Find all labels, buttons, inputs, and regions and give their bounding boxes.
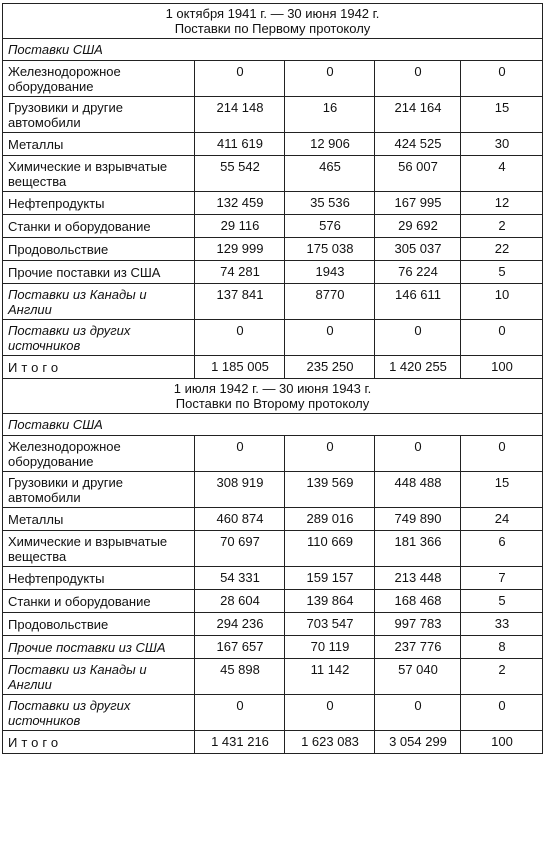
cell-value: 1 623 083 <box>285 731 375 754</box>
cell-value: 0 <box>375 61 461 97</box>
section-period: 1 июля 1942 г. — 30 июня 1943 г. <box>173 381 372 396</box>
cell-value: 0 <box>285 695 375 731</box>
cell-percent: 15 <box>461 97 543 133</box>
cell-percent: 4 <box>461 156 543 192</box>
section-period: 1 октября 1941 г. — 30 июня 1942 г. <box>165 6 380 21</box>
cell-percent: 8 <box>461 636 543 659</box>
row-label: Поставки из других источников <box>3 695 195 731</box>
table-row <box>3 238 543 261</box>
table-row <box>3 659 543 695</box>
table-row <box>3 320 543 356</box>
cell-value: 294 236 <box>195 613 285 636</box>
supplies-table <box>2 3 543 754</box>
cell-percent: 15 <box>461 472 543 508</box>
cell-value: 167 995 <box>375 192 461 215</box>
cell-value: 35 536 <box>285 192 375 215</box>
table-row <box>3 695 543 731</box>
cell-value: 168 468 <box>375 590 461 613</box>
cell-percent: 0 <box>461 61 543 97</box>
cell-percent: 12 <box>461 192 543 215</box>
cell-value: 305 037 <box>375 238 461 261</box>
cell-value: 175 038 <box>285 238 375 261</box>
cell-value: 308 919 <box>195 472 285 508</box>
table-row <box>3 261 543 284</box>
table-row <box>3 436 543 472</box>
cell-percent: 5 <box>461 261 543 284</box>
cell-value: 181 366 <box>375 531 461 567</box>
cell-value: 289 016 <box>285 508 375 531</box>
cell-percent: 10 <box>461 284 543 320</box>
cell-value: 465 <box>285 156 375 192</box>
cell-value: 0 <box>285 436 375 472</box>
table-row <box>3 133 543 156</box>
cell-value: 448 488 <box>375 472 461 508</box>
cell-value: 0 <box>195 436 285 472</box>
total-label: Итого <box>3 731 195 754</box>
cell-value: 0 <box>195 61 285 97</box>
table-row <box>3 97 543 133</box>
row-label: Поставки из других источников <box>3 320 195 356</box>
row-label: Грузовики и другие автомобили <box>3 97 195 133</box>
cell-value: 997 783 <box>375 613 461 636</box>
cell-value: 703 547 <box>285 613 375 636</box>
cell-percent: 2 <box>461 659 543 695</box>
table-row <box>3 215 543 238</box>
subheader-usa: Поставки США <box>3 39 543 61</box>
cell-value: 0 <box>375 436 461 472</box>
cell-percent: 0 <box>461 320 543 356</box>
table-row <box>3 567 543 590</box>
cell-percent: 100 <box>461 356 543 379</box>
row-label: Станки и оборудование <box>3 215 195 238</box>
row-label: Грузовики и другие автомобили <box>3 472 195 508</box>
cell-value: 213 448 <box>375 567 461 590</box>
cell-value: 29 116 <box>195 215 285 238</box>
cell-value: 460 874 <box>195 508 285 531</box>
cell-value: 45 898 <box>195 659 285 695</box>
table-row <box>3 613 543 636</box>
cell-value: 237 776 <box>375 636 461 659</box>
cell-value: 0 <box>195 320 285 356</box>
cell-percent: 100 <box>461 731 543 754</box>
cell-percent: 0 <box>461 695 543 731</box>
table-row <box>3 590 543 613</box>
cell-percent: 7 <box>461 567 543 590</box>
cell-value: 70 697 <box>195 531 285 567</box>
total-row <box>3 731 543 754</box>
table-row <box>3 284 543 320</box>
cell-percent: 30 <box>461 133 543 156</box>
cell-value: 235 250 <box>285 356 375 379</box>
table-row <box>3 61 543 97</box>
cell-percent: 6 <box>461 531 543 567</box>
row-label: Поставки из Канады и Англии <box>3 284 195 320</box>
section-protocol: Поставки по Второму протоколу <box>175 396 370 411</box>
subheader-usa: Поставки США <box>3 414 543 436</box>
cell-value: 3 054 299 <box>375 731 461 754</box>
cell-percent: 33 <box>461 613 543 636</box>
table-row <box>3 508 543 531</box>
row-label: Поставки из Канады и Англии <box>3 659 195 695</box>
cell-value: 0 <box>285 320 375 356</box>
cell-value: 29 692 <box>375 215 461 238</box>
table-row <box>3 192 543 215</box>
row-label: Продовольствие <box>3 613 195 636</box>
cell-value: 576 <box>285 215 375 238</box>
cell-value: 70 119 <box>285 636 375 659</box>
cell-value: 74 281 <box>195 261 285 284</box>
row-label: Металлы <box>3 508 195 531</box>
cell-value: 56 007 <box>375 156 461 192</box>
row-label: Металлы <box>3 133 195 156</box>
row-label: Станки и оборудование <box>3 590 195 613</box>
cell-value: 159 157 <box>285 567 375 590</box>
cell-value: 8770 <box>285 284 375 320</box>
cell-value: 55 542 <box>195 156 285 192</box>
cell-percent: 24 <box>461 508 543 531</box>
table-row <box>3 636 543 659</box>
row-label: Продовольствие <box>3 238 195 261</box>
row-label: Химические и взрывчатые вещества <box>3 156 195 192</box>
cell-value: 424 525 <box>375 133 461 156</box>
row-label: Химические и взрывчатые вещества <box>3 531 195 567</box>
total-row <box>3 356 543 379</box>
cell-value: 214 164 <box>375 97 461 133</box>
cell-percent: 2 <box>461 215 543 238</box>
section-title <box>3 4 543 39</box>
cell-value: 1943 <box>285 261 375 284</box>
total-label: Итого <box>3 356 195 379</box>
cell-value: 16 <box>285 97 375 133</box>
cell-value: 411 619 <box>195 133 285 156</box>
subheader-row <box>3 414 543 436</box>
cell-value: 1 420 255 <box>375 356 461 379</box>
section-header-row <box>3 4 543 39</box>
subheader-row <box>3 39 543 61</box>
cell-percent: 22 <box>461 238 543 261</box>
cell-value: 12 906 <box>285 133 375 156</box>
cell-value: 214 148 <box>195 97 285 133</box>
cell-value: 0 <box>195 695 285 731</box>
section-title <box>3 379 543 414</box>
row-label: Нефтепродукты <box>3 192 195 215</box>
cell-value: 110 669 <box>285 531 375 567</box>
cell-value: 0 <box>375 695 461 731</box>
cell-percent: 0 <box>461 436 543 472</box>
row-label: Прочие поставки из США <box>3 636 195 659</box>
section-header-row <box>3 379 543 414</box>
cell-value: 146 611 <box>375 284 461 320</box>
cell-value: 11 142 <box>285 659 375 695</box>
cell-value: 57 040 <box>375 659 461 695</box>
cell-value: 0 <box>375 320 461 356</box>
cell-value: 749 890 <box>375 508 461 531</box>
cell-value: 167 657 <box>195 636 285 659</box>
cell-value: 137 841 <box>195 284 285 320</box>
cell-value: 76 224 <box>375 261 461 284</box>
cell-value: 1 431 216 <box>195 731 285 754</box>
cell-value: 129 999 <box>195 238 285 261</box>
cell-value: 54 331 <box>195 567 285 590</box>
cell-percent: 5 <box>461 590 543 613</box>
table-row <box>3 472 543 508</box>
cell-value: 132 459 <box>195 192 285 215</box>
cell-value: 28 604 <box>195 590 285 613</box>
section-protocol: Поставки по Первому протоколу <box>174 21 371 36</box>
cell-value: 0 <box>285 61 375 97</box>
row-label: Нефтепродукты <box>3 567 195 590</box>
table-row <box>3 156 543 192</box>
row-label: Железнодорожное оборудование <box>3 436 195 472</box>
cell-value: 1 185 005 <box>195 356 285 379</box>
cell-value: 139 569 <box>285 472 375 508</box>
row-label: Железнодорожное оборудование <box>3 61 195 97</box>
table-row <box>3 531 543 567</box>
cell-value: 139 864 <box>285 590 375 613</box>
row-label: Прочие поставки из США <box>3 261 195 284</box>
